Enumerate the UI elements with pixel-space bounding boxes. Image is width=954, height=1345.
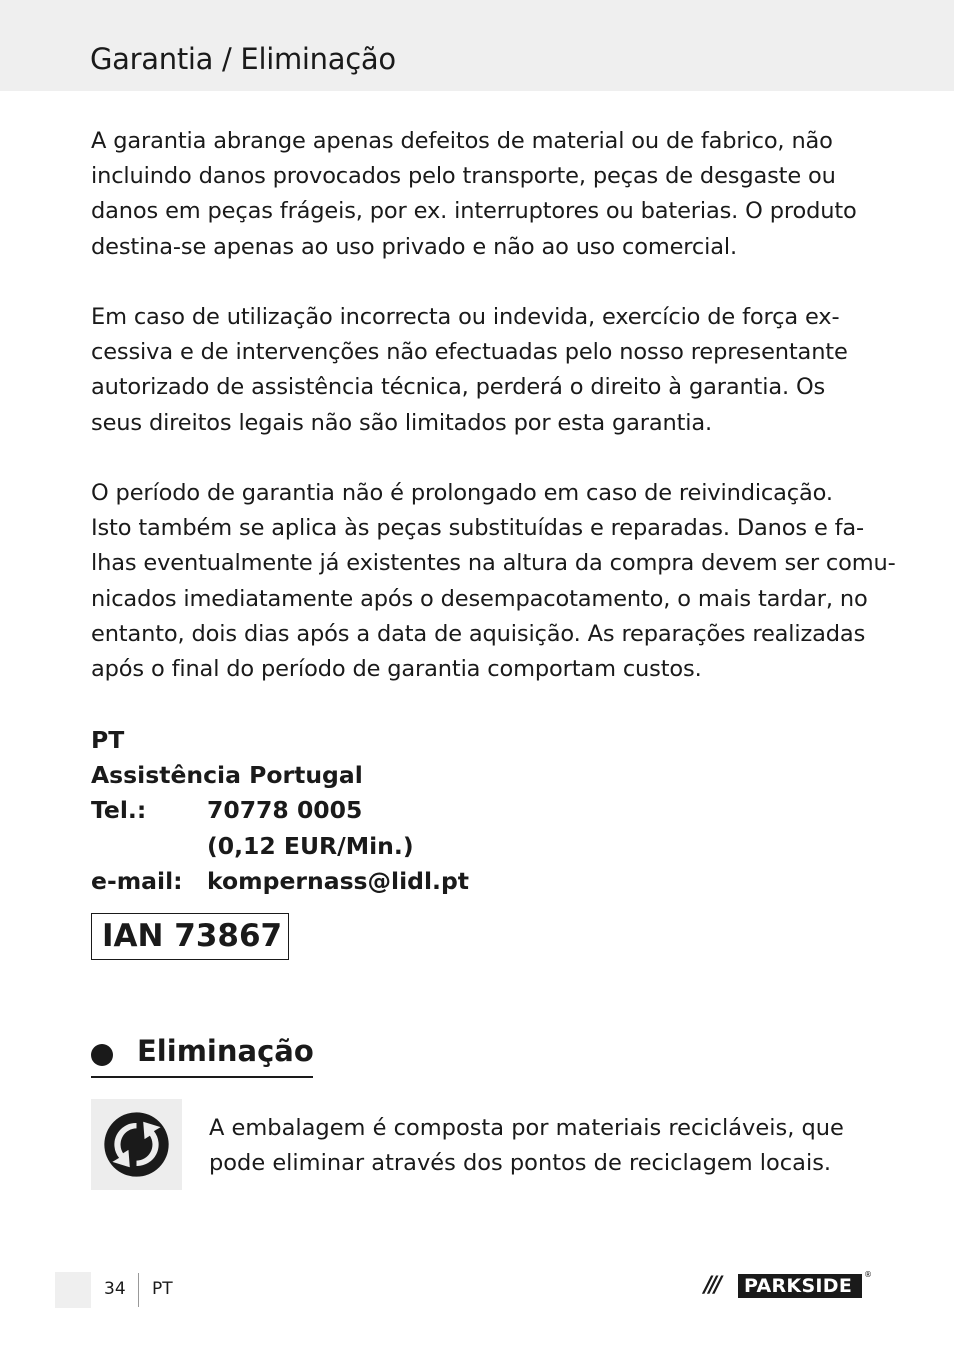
email-label: e-mail: [91, 866, 183, 895]
text-line: após o final do período de garantia comportam custos. [91, 656, 702, 683]
warranty-paragraph-2 [91, 300, 871, 441]
page-title: Garantia / Eliminação [90, 42, 396, 76]
country-code: PT [91, 726, 125, 754]
text-line: lhas eventualmente já existentes na altura da compra devem ser comu- [91, 550, 896, 577]
text-line: cessiva e de intervenções não efectuadas pelo nosso representante [91, 339, 848, 366]
bullet-icon [91, 1044, 113, 1066]
recycling-icon-box [91, 1099, 182, 1190]
language-code: PT [152, 1279, 173, 1299]
warranty-paragraph-3 [91, 476, 896, 687]
text-line: autorizado de assistência técnica, perderá o direito à garantia. Os [91, 374, 826, 401]
text-line: destina-se apenas ao uso privado e não ao uso comercial. [91, 233, 737, 260]
text-line: nicados imediatamente após o desempacotamento, o mais tardar, no [91, 585, 868, 612]
footer-divider [138, 1273, 139, 1307]
text-line: A embalagem é composta por materiais recicláveis, que [209, 1115, 844, 1141]
page-number: 34 [104, 1279, 126, 1299]
text-line: Em caso de utilização incorrecta ou indevida, exercício de força ex- [91, 304, 840, 330]
tel-label: Tel.: [91, 796, 147, 825]
email-address: kompernass@lidl.pt [207, 866, 470, 895]
warranty-paragraph-1 [91, 124, 871, 265]
text-line: entanto, dois dias após a data de aquisição. As reparações realizadas [91, 620, 866, 647]
brand-name: PARKSIDE [744, 1275, 853, 1297]
tel-number: 70778 0005 [207, 796, 363, 825]
registered-mark: ® [864, 1270, 872, 1279]
footer-marker [55, 1272, 91, 1308]
text-line: A garantia abrange apenas defeitos de material ou de fabrico, não [91, 128, 833, 154]
text-line: seus direitos legais não são limitados por esta garantia. [91, 409, 713, 436]
service-name: Assistência Portugal [91, 761, 363, 790]
text-line: O período de garantia não é prolongado em caso de reivindicação. [91, 480, 833, 506]
ian-box [91, 913, 289, 960]
text-line: Isto também se aplica às peças substituídas e reparadas. Danos e fa- [91, 515, 865, 542]
text-line: pode eliminar através dos pontos de reciclagem locais. [209, 1150, 832, 1177]
tel-rate: (0,12 EUR/Min.) [207, 831, 414, 860]
logo-bar [738, 1274, 862, 1298]
ian-number: IAN 73867 [102, 918, 283, 954]
disposal-heading [91, 1036, 313, 1078]
parkside-logo [704, 1270, 872, 1298]
text-line: incluindo danos provocados pelo transporte, peças de desgaste ou [91, 163, 836, 190]
disposal-text [209, 1111, 859, 1181]
disposal-heading-text: Eliminação [137, 1034, 314, 1068]
logo-slashes: /// [704, 1273, 720, 1298]
text-line: danos em peças frágeis, por ex. interruptores ou baterias. O produto [91, 198, 857, 225]
green-dot-recycling-icon [103, 1111, 170, 1178]
